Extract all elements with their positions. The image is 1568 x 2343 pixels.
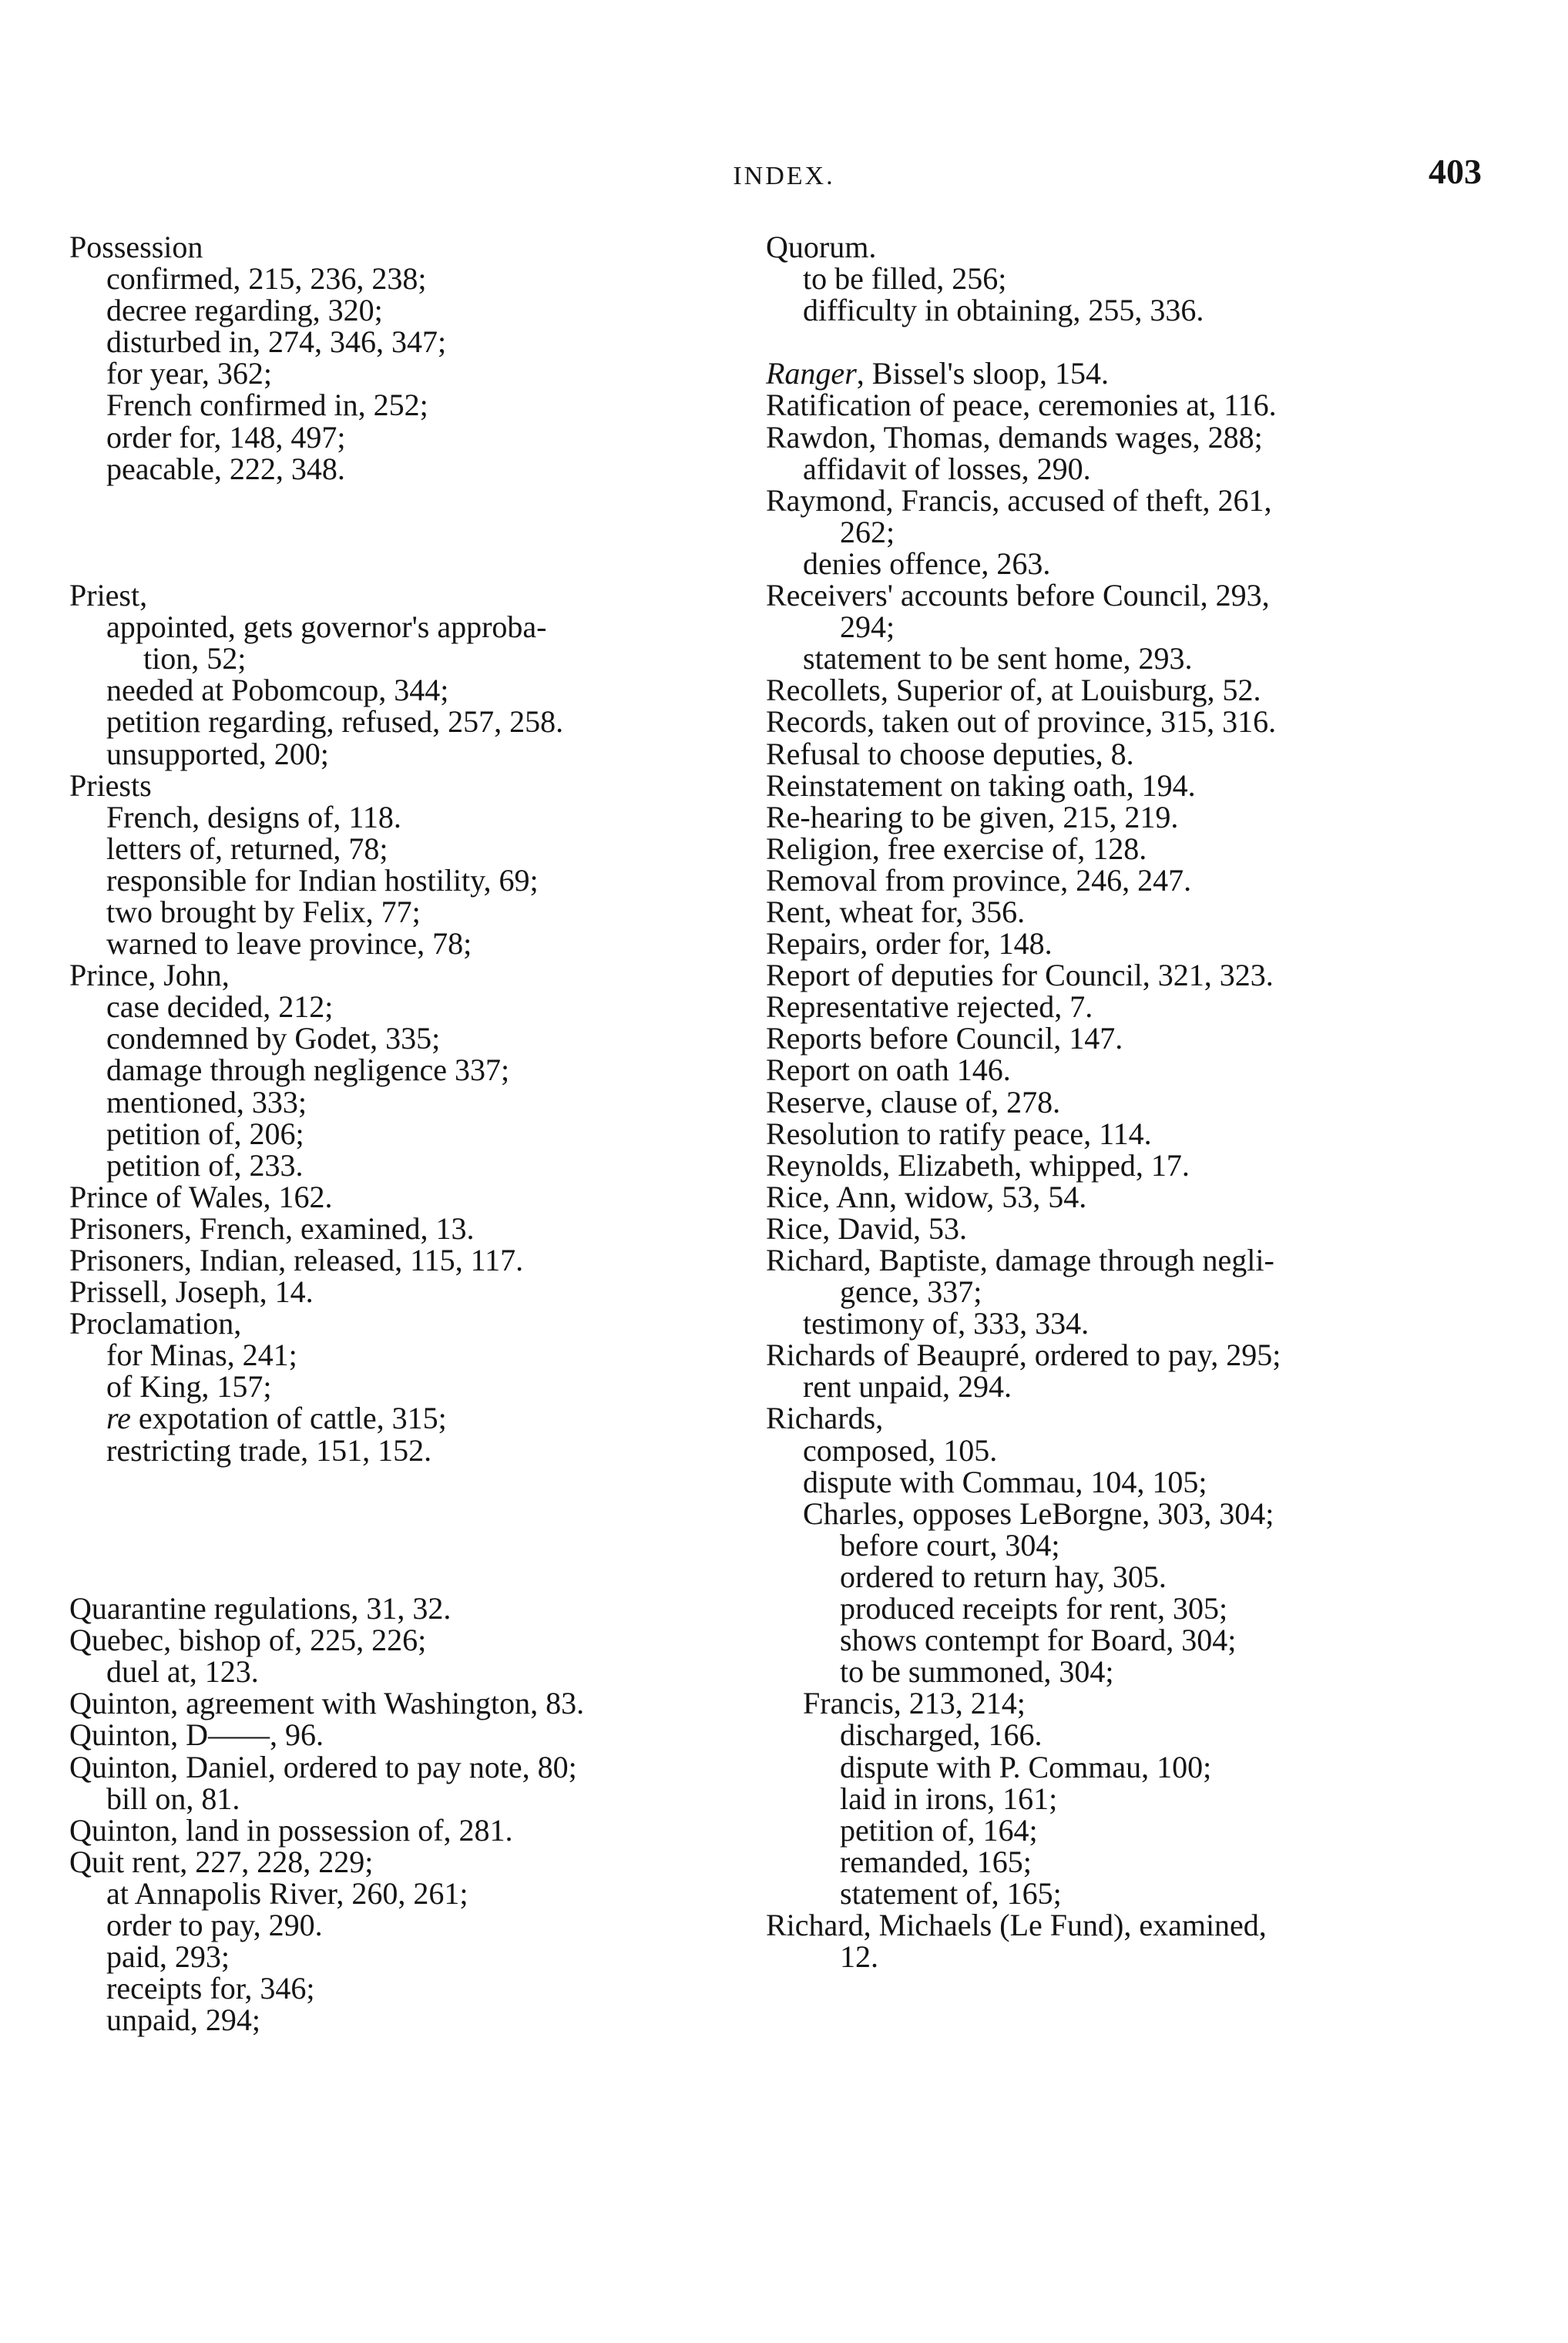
index-entry-text: rent unpaid, 294. [803,1369,1012,1405]
index-entry-text: for Minas, 241; [106,1338,297,1373]
index-entry-text: responsible for Indian hostility, 69; [106,862,539,898]
index-entry-text: Rawdon, Thomas, demands wages, 288; [766,419,1263,455]
index-entry [766,767,1475,803]
index-entry-text: disturbed in, 274, 346, 347; [106,324,447,360]
index-entry-text: expotation of cattle, 315; [130,1401,447,1436]
index-entry [766,1783,1475,1814]
index-entry [69,643,763,674]
index-entry-text: Raymond, Francis, accused of theft, 261, [766,482,1272,518]
index-entry-text: case decided, 212; [106,989,334,1025]
index-entry-text: Priests [69,767,152,803]
index-entry [69,2004,763,2036]
index-entry-text: Re-hearing to be given, 215, 219. [766,799,1179,834]
index-entry-text: gence, 337; [840,1274,982,1310]
index-column-right [766,230,1475,1975]
index-entry [69,389,763,421]
index-entry-text: to be filled, 256; [803,261,1007,297]
index-entry [69,1274,763,1310]
index-entry-text: Quinton, agreement with Washington, 83. [69,1686,585,1721]
index-entry-text: Charles, opposes LeBorgne, 303, 304; [803,1495,1274,1531]
index-entry-text: appointed, gets governor's approba- [106,609,547,645]
index-entry [69,1402,763,1434]
index-entry-text: Francis, 213, 214; [803,1686,1026,1721]
index-entry-text: bill on, 81. [106,1781,240,1816]
index-entry [766,231,1475,263]
index-entry-text: before court, 304; [840,1527,1060,1563]
index-entry [766,1022,1475,1054]
index-entry [766,579,1475,611]
index-entry-text: confirmed, 215, 236, 238; [106,261,427,297]
index-entry-text: ordered to return hay, 305. [840,1559,1167,1594]
index-entry [69,1593,763,1624]
index-entry-text: petition of, 206; [106,1116,304,1151]
index-entry [69,1432,763,1468]
index-entry [766,704,1475,740]
index-entry-text: Quit rent, 227, 228, 229; [69,1844,374,1879]
index-entry [69,1054,763,1086]
index-entry-text: Quarantine regulations, 31, 32. [69,1591,452,1626]
index-entry [766,1466,1475,1498]
index-column-left [69,231,763,2036]
index-entry-text: two brought by Felix, 77; [106,894,421,929]
index-entry [69,1783,763,1814]
index-entry [69,1687,763,1719]
index-entry [69,324,763,360]
index-entry [69,738,763,770]
index-entry [766,1244,1475,1276]
index-entry-text: at Annapolis River, 260, 261; [106,1875,468,1911]
index-entry-text: French, designs of, 118. [106,799,401,834]
index-entry [766,1593,1475,1624]
index-entry [766,1561,1475,1593]
index-entry-text: receipts for, 346; [106,1971,315,2006]
index-entry [766,1939,1475,1975]
index-entry-text: Ratification of peace, ceremonies at, 116. [766,388,1277,423]
index-entry [69,1751,763,1783]
index-entry-text: tion, 52; [143,641,247,676]
index-entry-text: produced receipts for rent, 305; [840,1591,1228,1626]
index-entry [766,1147,1475,1183]
index-entry-text: Quebec, bishop of, 225, 226; [69,1623,427,1658]
column-spacer [766,326,1475,357]
index-entry [69,1624,763,1656]
index-entry-text: Quinton, land in possession of, 281. [69,1812,513,1848]
index-entry [69,421,763,453]
index-entry [766,1402,1475,1434]
index-entry-italic: re [106,1401,131,1436]
index-entry-text: shows contempt for Board, 304; [840,1623,1237,1658]
index-entry-text: damage through negligence 337; [106,1052,510,1088]
index-entry [766,1181,1475,1213]
index-entry [766,896,1475,928]
index-entry-text: unsupported, 200; [106,736,329,771]
index-entry-text: Prisoners, Indian, released, 115, 117. [69,1243,524,1278]
index-entry [766,833,1475,864]
index-entry [766,1274,1475,1310]
index-entry [766,674,1475,706]
index-entry-text: Representative rejected, 7. [766,989,1093,1025]
index-entry-text: Rice, Ann, widow, 53, 54. [766,1179,1087,1214]
index-entry-text: of King, 157; [106,1369,272,1405]
index-entry-text: Removal from province, 246, 247. [766,862,1192,898]
index-entry [766,545,1475,581]
index-entry-text: letters of, returned, 78; [106,831,388,866]
index-entry [766,357,1475,389]
index-entry [766,421,1475,453]
index-entry [766,1687,1475,1719]
index-entry [766,453,1475,485]
index-entry-text: unpaid, 294; [106,2002,260,2038]
index-entry [766,1054,1475,1086]
index-entry [69,1939,763,1975]
index-entry-text: Richard, Michaels (Le Fund), examined, [766,1907,1267,1942]
index-entry [69,1086,763,1118]
index-entry-text: Repairs, order for, 148. [766,926,1053,962]
index-entry [69,959,763,991]
index-entry [69,989,763,1025]
index-entry-text: affidavit of losses, 290. [803,451,1091,486]
index-entry [766,389,1475,421]
index-entry [766,1495,1475,1531]
index-entry [766,1369,1475,1405]
index-entry-text: Religion, free exercise of, 128. [766,831,1147,866]
index-entry-text: discharged, 166. [840,1717,1043,1753]
index-entry-text: Rent, wheat for, 356. [766,894,1026,929]
index-entry [69,611,763,643]
index-entry-text: Richard, Baptiste, damage through negli- [766,1243,1274,1277]
index-entry-text: Possession [69,230,203,264]
index-entry [69,1719,763,1751]
index-entry-text: mentioned, 333; [106,1084,307,1119]
index-entry [69,1654,763,1690]
index-entry-text: Reports before Council, 147. [766,1021,1123,1056]
index-entry [69,1846,763,1878]
index-entry-text: Refusal to choose deputies, 8. [766,736,1134,771]
index-entry [766,989,1475,1025]
index-entry [766,1339,1475,1371]
index-entry [69,1814,763,1846]
index-entry [766,1719,1475,1751]
index-entry [766,1118,1475,1150]
index-entry [69,1181,763,1213]
index-entry [766,1909,1475,1941]
index-entry-text: , Bissel's sloop, 154. [856,356,1110,391]
index-entry-text: Proclamation, [69,1306,242,1341]
column-spacer [69,1466,763,1593]
index-entry-text: difficulty in obtaining, 255, 336. [803,293,1204,328]
index-entry-text: French confirmed in, 252; [106,388,428,423]
index-entry-text: paid, 293; [106,1939,230,1975]
page-number: 403 [1429,152,1482,191]
index-entry [69,357,763,389]
index-entry-text: statement of, 165; [840,1875,1062,1911]
index-entry-text: Receivers' accounts before Council, 293, [766,578,1270,613]
index-entry [766,864,1475,896]
index-entry [69,864,763,896]
index-entry-text: needed at Pobomcoup, 344; [106,673,449,708]
index-entry-text: Report of deputies for Council, 321, 323. [766,958,1274,993]
index-entry [766,1624,1475,1656]
index-entry-text: Resolution to ratify peace, 114. [766,1116,1152,1151]
index-entry [766,1210,1475,1246]
index-entry-text: composed, 105. [803,1432,998,1468]
index-entry [69,896,763,928]
index-entry-text: laid in irons, 161; [840,1781,1058,1816]
index-entry [766,1086,1475,1118]
index-entry [766,1814,1475,1846]
index-entry [766,801,1475,833]
index-entry [766,926,1475,962]
index-entry [69,674,763,706]
index-entry [766,643,1475,674]
index-entry [766,1751,1475,1783]
index-entry [766,261,1475,297]
index-entry-text: Reinstatement on taking oath, 194. [766,767,1196,803]
index-entry [766,294,1475,326]
index-entry [69,1307,763,1339]
index-entry [766,1307,1475,1339]
index-entry-text: warned to leave province, 78; [106,926,472,962]
index-entry-text: Prince of Wales, 162. [69,1179,333,1214]
index-entry-text: decree regarding, 320; [106,293,383,328]
index-entry [766,1875,1475,1911]
index-entry [69,801,763,833]
index-entry [766,1432,1475,1468]
index-entry-italic: Ranger [766,356,857,391]
index-entry [69,1909,763,1941]
index-entry-text: for year, 362; [106,356,272,391]
index-entry [69,1369,763,1405]
index-entry [69,294,763,326]
index-entry-text: Prisoners, French, examined, 13. [69,1210,475,1246]
index-entry-text: statement to be sent home, 293. [803,641,1193,676]
index-entry [766,482,1475,518]
index-entry-text: petition regarding, refused, 257, 258. [106,704,564,740]
index-entry [69,579,763,611]
index-entry-text: order to pay, 290. [106,1908,323,1942]
index-entry-text: condemned by Godet, 335; [106,1021,441,1056]
index-entry-text: dispute with P. Commau, 100; [840,1749,1212,1784]
index-entry-text: Quinton, Daniel, ordered to pay note, 80; [69,1749,577,1784]
index-entry [766,516,1475,548]
index-entry-text: order for, 148, 497; [106,419,346,455]
page-header [0,151,1568,205]
index-entry-text: petition of, 233. [106,1147,304,1183]
index-entry [69,704,763,740]
index-entry-text: Prissell, Joseph, 14. [69,1274,314,1310]
index-entry-text: 262; [840,514,895,549]
index-entry [766,959,1475,991]
index-entry [69,1147,763,1183]
index-entry-text: to be summoned, 304; [840,1654,1114,1690]
index-entry-text: denies offence, 263. [803,545,1051,581]
index-entry [766,738,1475,770]
index-entry-text: Rice, David, 53. [766,1210,968,1246]
index-entry-text: peacable, 222, 348. [106,451,345,486]
index-entry [766,611,1475,643]
index-entry [69,231,763,263]
index-entry-text: remanded, 165; [840,1844,1032,1879]
page-title: INDEX. [733,162,835,190]
index-entry [69,1972,763,2004]
index-entry [69,1339,763,1371]
index-entry [69,261,763,297]
index-entry [69,453,763,485]
index-entry [766,1529,1475,1561]
index-entry-text: duel at, 123. [106,1654,259,1690]
index-entry-text: Richards, [766,1401,884,1436]
index-entry-text: testimony of, 333, 334. [803,1306,1090,1341]
index-entry-text: Prince, John, [69,958,230,993]
index-entry [69,1118,763,1150]
index-entry-text: Richards of Beaupré, ordered to pay, 295; [766,1338,1281,1373]
column-spacer [69,485,763,579]
index-entry [69,833,763,864]
index-entry-text: Records, taken out of province, 315, 316. [766,704,1277,740]
index-entry-text: Recollets, Superior of, at Louisburg, 52. [766,673,1261,708]
index-entry-text: Reynolds, Elizabeth, whipped, 17. [766,1147,1190,1183]
index-entry-text: 294; [840,609,895,645]
index-entry [69,1244,763,1276]
index-entry [69,767,763,803]
index-entry-text: Reserve, clause of, 278. [766,1084,1061,1119]
index-entry-text: Priest, [69,578,148,613]
index-entry-text: Report on oath 146. [766,1052,1011,1088]
index-entry [766,1654,1475,1690]
index-entry-text: 12. [840,1939,878,1975]
index-entry [69,1875,763,1911]
index-entry [766,1846,1475,1878]
index-entry-text: dispute with Commau, 104, 105; [803,1464,1207,1499]
index-entry-text: restricting trade, 151, 152. [106,1432,432,1468]
index-entry-text: Quinton, D——, 96. [69,1717,324,1753]
index-entry [69,926,763,962]
index-entry [69,1022,763,1054]
index-entry-text: petition of, 164; [840,1812,1038,1848]
index-entry-text: Quorum. [766,230,877,264]
index-entry [69,1210,763,1246]
